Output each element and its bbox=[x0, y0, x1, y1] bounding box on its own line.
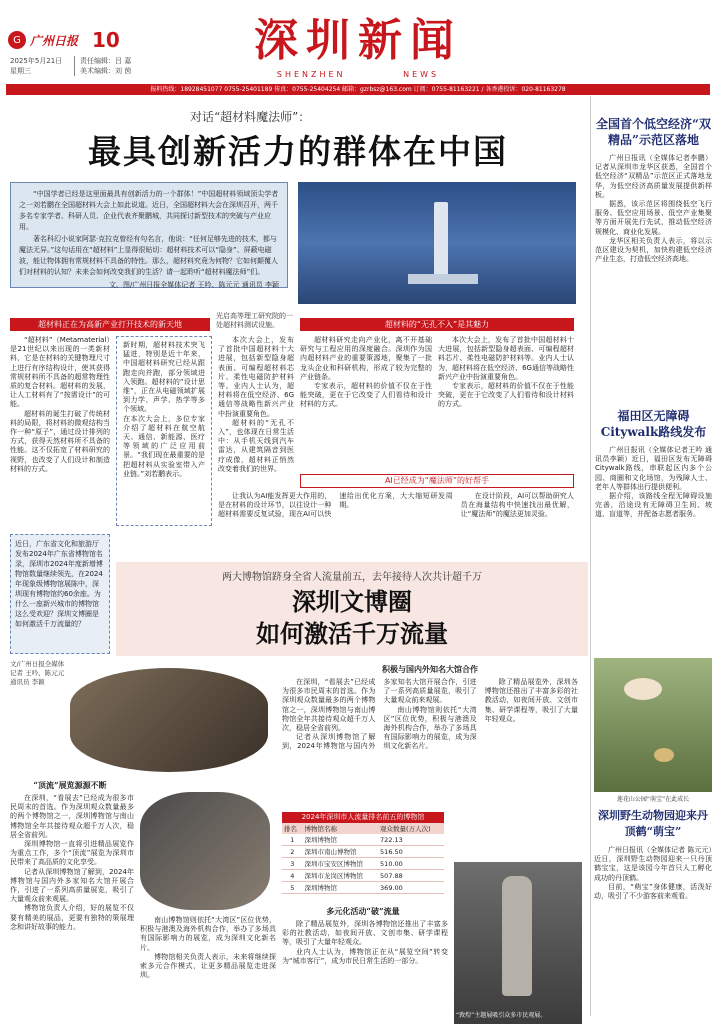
lab-photo bbox=[298, 182, 576, 304]
museum-b-para-1: 南山博物馆则依托“大湾区”区位优势，积极与港澳及海外机构合作，举办了多场具有国际影响力的展览，成为深圳文化新名片。 bbox=[140, 916, 276, 952]
table-row bbox=[282, 870, 444, 882]
designer-name: 美术编辑：刘 茵 bbox=[80, 67, 132, 75]
table-row bbox=[282, 858, 444, 870]
museum-subhead-2: “顶流”展览源源不断 bbox=[33, 780, 107, 790]
visitors-cell: 507.88 bbox=[378, 870, 444, 882]
section-bar-mid: 超材料的“无孔不入”是其魅力 bbox=[300, 318, 574, 331]
article-col-1 bbox=[10, 336, 110, 472]
lead-source: 文、图/广州日报全媒体记者 王吟、陈元元 通讯员 李颖 bbox=[108, 281, 279, 289]
story2-body bbox=[595, 446, 712, 646]
table-row bbox=[282, 846, 444, 858]
col2-para-2: 在本次大会上，多位专家介绍了超材料在航空航天、通信、新能源、医疗等领域的广泛应用前景。“我们现在最重要的是把超材料从实验室带入产业链。”刘若鹏表示。 bbox=[123, 414, 205, 478]
museum-kicker: 两大博物馆跻身全省人流量前五，去年接待人次共计超千万 bbox=[222, 572, 482, 583]
col4-para-2: 专家表示，超材料的价值不仅在于性能突破，更在于它改变了人们看待和设计材料的方式。 bbox=[300, 382, 432, 409]
ai-article bbox=[218, 492, 574, 554]
crane-photo-caption: 莲花山公园“萌宝”在此成长 bbox=[616, 796, 690, 803]
date-text: 2025年5月21日 bbox=[10, 57, 63, 65]
rank-cell: 4 bbox=[282, 870, 303, 882]
museum-d-para-2: 业内人士认为，博物馆正在从“展览空间”转变为“城市客厅”，成为市民日常生活的一部分。 bbox=[282, 947, 448, 965]
museum-c-para-4: 除了精品展览外，深圳各博物馆还推出了丰富多彩的社教活动，如夜间开放、文创市集、研学课程等，吸引了大量年轻观众。 bbox=[484, 678, 578, 723]
article-col-4 bbox=[300, 336, 432, 470]
lead-intro-para-1: “中国学者已经是这里面最具有创新活力的一个群体！”中国超材料领域顶尖学者之一刘若鹏在全国超材料大会上如此说道。近日，全国超材料大会在深圳召开，两千多名专家学者、科研人员、企业代表齐聚鹏城，共同探讨新型技术的突破与产业应用。 bbox=[19, 190, 279, 231]
museum-visitors-photo bbox=[70, 668, 268, 772]
rank-cell: 3 bbox=[282, 858, 303, 870]
table-header-visitors: 观众数量(万人次) bbox=[378, 823, 444, 834]
museum-d-para-1: 除了精品展览外，深圳各博物馆还推出了丰富多彩的社教活动，如夜间开放、文创市集、研学课程等，吸引了大量年轻观众。 bbox=[282, 920, 448, 947]
museum-col-d bbox=[282, 920, 448, 1020]
rank-cell: 1 bbox=[282, 834, 303, 846]
crane-body bbox=[624, 678, 662, 700]
name-cell: 深圳博物馆 bbox=[303, 882, 379, 894]
museum-banner bbox=[116, 562, 588, 656]
museum-b-para-2: 博物馆相关负责人表示，未来将继续探索多元合作模式，让更多精品展览走进深圳。 bbox=[140, 952, 276, 980]
section-bar-left: 超材料正在为高新产业打开技术的新天地 bbox=[10, 318, 210, 331]
rank-cell: 5 bbox=[282, 882, 303, 894]
crane-photo bbox=[594, 658, 712, 792]
article-col-2 bbox=[116, 336, 212, 526]
armor-exhibit-photo bbox=[454, 862, 582, 1024]
museum-c-para-2: 记者从深圳博物馆了解到，2024年博物馆与国内外多家知名大馆开展合作，引进了一系列高质量展览，吸引了大量观众前来观展。 bbox=[282, 678, 477, 751]
museum-a-para-2: 深圳博物馆一直将引进精品展览作为重点工作，多个“顶流”展览为深圳市民带来了高品质的文化享受。 bbox=[10, 840, 134, 867]
col5-para-1: 本次大会上，发布了首批中国超材料十大进展，包括新型隐身超表面、可编程超材料芯片、柔性电磁防护材料等。业内人士认为，超材料将在低空经济、6G通信等战略性新兴产业中扮演重要角色。 bbox=[438, 336, 574, 381]
visitors-cell: 510.00 bbox=[378, 858, 444, 870]
museum-subhead-3: 多元化活动“破”流量 bbox=[326, 906, 400, 916]
story3-para-2: 目前，“萌宝”身体健康，活泼好动，吸引了不少游客前来观看。 bbox=[594, 882, 712, 901]
editor-name: 责任编辑：吕 嘉 bbox=[80, 57, 132, 65]
chick-body bbox=[654, 748, 674, 762]
museum-a-para-1: 在深圳，“看展去”已经成为很多市民周末的首选。作为深圳观众数量最多的两个博物馆之一，深圳博物馆与南山博物馆全年共接待观众超千万人次，稳居全省前列。 bbox=[10, 794, 134, 839]
col1-para-2: 超材料的诞生打破了传统材料的局限，将材料的微观结构当作一种“原子”，通过设计排列的方式，获得天然材料所不具备的性能。这不仅拓宽了材料研究的视野，也改变了人们设计和制造材料的方式。 bbox=[10, 409, 110, 472]
museum-ranking-table bbox=[282, 812, 444, 894]
museum-credit: 文/广州日报全媒体记者 王吟、陈元元 通讯员 李颖 bbox=[10, 660, 65, 686]
page-number: 10 bbox=[92, 28, 120, 52]
ai-para-2: 在设计阶段，AI可以帮助研究人员在海量结构中快速找出最优解，让“魔法师”的魔法更加灵验。 bbox=[460, 492, 574, 519]
name-cell: 深圳博物馆 bbox=[303, 834, 379, 846]
story3-headline: 深圳野生动物园迎来丹顶鹤“萌宝” bbox=[598, 809, 708, 838]
col2-para-1: 新时期，超材料技术突飞猛进，特别是近十年来，中国超材料研究已经从跟跑走向并跑，部分领域进入领跑。超材料的“设计思维”，正在从电磁领域扩展到力学、声学、热学等多个领域。 bbox=[123, 341, 205, 414]
article-col-5 bbox=[438, 336, 574, 470]
col3-para-2: 超材料的“无孔不入”，也体现在日常生活中：从手机天线到汽车雷达，从建筑隔音到医疗成像，超材料正悄然改变着我们的世界。 bbox=[218, 418, 294, 473]
hotline-bar: 报料热线：18928451077 0755-25401189 传真：0755-25404254 邮箱：gzrbsz@163.com 订阅：0755-81163221 / 各香港投诉：020-81163278 bbox=[6, 84, 710, 95]
story1-para-1: 广州日报讯（全媒体记者李鹏）记者从深圳市龙华区获悉，全国首个低空经济“双精品”示范区正式落地龙华，为低空经济高质量发展提供新样板。 bbox=[595, 154, 712, 199]
visitors-cell: 516.50 bbox=[378, 846, 444, 858]
story2-para-2: 据介绍，该路线全程无障碍设施完善，沿途设有无障碍卫生间、坡道、盲道等，并配备志愿者服务。 bbox=[595, 492, 712, 519]
name-cell: 深圳市南山博物馆 bbox=[303, 846, 379, 858]
col5-para-2: 专家表示，超材料的价值不仅在于性能突破，更在于它改变了人们看待和设计材料的方式。 bbox=[438, 382, 574, 409]
col3-para-1: 本次大会上，发布了首批中国超材料十大进展，包括新型隐身超表面、可编程超材料芯片、柔性电磁防护材料等。业内人士认为，超材料将在低空经济、6G通信等战略性新兴产业中扮演重要角色。 bbox=[218, 336, 294, 418]
table-row bbox=[282, 882, 444, 894]
visitors-cell: 722.13 bbox=[378, 834, 444, 846]
masthead-english bbox=[0, 70, 716, 79]
museum-a-para-4: 博物馆负责人介绍，好的展览不仅要有精美的展品，更要有独特的策展理念和讲好故事的能力。 bbox=[10, 904, 134, 931]
lead-intro-box bbox=[10, 182, 288, 288]
museum-headline-2: 如何激活千万流量 bbox=[256, 619, 448, 648]
logo-mark: G bbox=[8, 31, 26, 49]
section-masthead: 深圳新闻 bbox=[254, 15, 462, 66]
armor-figure bbox=[502, 876, 532, 996]
name-cell: 深圳市龙岗区博物馆 bbox=[303, 870, 379, 882]
story1-body bbox=[595, 154, 712, 368]
story3-body bbox=[594, 846, 712, 1020]
museum-col-a bbox=[10, 794, 134, 1020]
visitors-cell: 369.00 bbox=[378, 882, 444, 894]
museum-teaser-box: 近日，广东省文化和旅游厅发布2024年广东省博物馆名录，深圳市2024年度新增博物馆数量继续领先，在2024年现象级博物馆展陈中，深圳现有博物馆约60余座。为什么一座新兴城市的博物馆这么受欢迎？深圳文博圈是如何激活千万流量的？ bbox=[10, 534, 110, 654]
masthead-en-1: SHENZHEN bbox=[276, 70, 346, 79]
story3-para-1: 广州日报讯（全媒体记者 陈元元）近日，深圳野生动物园迎来一只丹顶鹤宝宝，这是该园今年首只人工孵化成功的丹顶鹤。 bbox=[594, 846, 712, 882]
weekday-text: 星期三 bbox=[10, 67, 31, 75]
museum-c-para-3: 南山博物馆则依托“大湾区”区位优势，积极与港澳及海外机构合作，举办了多场具有国际影响力的展览，成为深圳文化新名片。 bbox=[383, 705, 477, 751]
col1-para-1: “超材料”（Metamaterial）是21世纪以来出现的一类新材料，它是在材料的关键物理尺寸上进行有序结构设计，使其获得常规材料所不具备的超常物理性质的复合材料。超材料的发展，让人工材料有了“按需设计”的可能。 bbox=[10, 336, 110, 409]
museum-a-para-3: 记者从深圳博物馆了解到，2024年博物馆与国内外多家知名大馆开展合作，引进了一系列高质量展览，吸引了大量观众前来观展。 bbox=[10, 867, 134, 904]
story2-para-1: 广州日报讯（全媒体记者王吟 通讯员李颖）近日，福田区发布无障碍Citywalk路线，串联起区内多个公园、商圈和文化场馆，为残障人士、老年人等群体出行提供便利。 bbox=[595, 446, 712, 491]
story1-para-2: 据悉，该示范区将围绕低空飞行服务、低空应用场景、低空产业集聚等方面开展先行先试，推动低空经济规模化、商业化发展。 bbox=[595, 200, 712, 236]
ai-para-1: 让我认为AI能发挥更大作用的，是在材料的设计环节，以往设计一种超材料需要反复试验，现在AI可以快速给出优化方案，大大缩短研发周期。 bbox=[218, 492, 453, 519]
masthead-en-2: NEWS bbox=[403, 70, 440, 79]
museum-c-para-1: 在深圳，“看展去”已经成为很多市民周末的首选。作为深圳观众数量最多的两个博物馆之一，深圳博物馆与南山博物馆全年共接待观众超千万人次，稳居全省前列。 bbox=[282, 678, 376, 733]
name-cell: 深圳市宝安区博物馆 bbox=[303, 858, 379, 870]
lead-headline: 最具创新活力的群体在中国 bbox=[88, 132, 508, 171]
ranking-table bbox=[282, 823, 444, 894]
antenna-base bbox=[408, 274, 478, 284]
story1-para-3: 龙华区相关负责人表示，将以示范区建设为契机，加快构建低空经济产业生态，打造低空经济高地。 bbox=[595, 236, 712, 264]
museum-subhead-1: 积极与国内外知名大馆合作 bbox=[382, 664, 478, 674]
table-row bbox=[282, 834, 444, 846]
antenna-shape bbox=[434, 202, 448, 282]
table-title: 2024年深圳市人流量排名前五的博物馆 bbox=[282, 812, 444, 823]
exhibition-photo bbox=[140, 792, 270, 910]
lead-kicker: 对话“超材料魔法师”： bbox=[190, 110, 311, 124]
armor-photo-caption: “敦煌”主题展吸引众多市民观展。 bbox=[456, 1012, 547, 1019]
museum-headline-1: 深圳文博圈 bbox=[292, 587, 412, 616]
col4-para-1: 超材料研究走向产业化，离不开基础研究与工程应用的深度融合。深圳作为国内超材料产业的重要策源地，聚集了一批龙头企业和科研机构，形成了较为完整的产业链条。 bbox=[300, 336, 432, 381]
table-header-row bbox=[282, 823, 444, 834]
logo-text: 广州日报 bbox=[30, 33, 79, 48]
table-header-name: 博物馆名称 bbox=[303, 823, 379, 834]
lead-intro-para-2: 著名科幻小说家阿瑟·克拉克曾经有句名言，他说：“任何足够先进的技术，都与魔法无异。”这句话用在“超材料”上显得很贴切：超材料技术可以“隐身”、屏蔽电磁波，能让物体拥有常规材料不具备的特性。那么，超材料究竟为何物？它如何颠覆人们对材料的认知？未来会如何改变我们的生活？请一起聆听“超材料魔法师”们。 bbox=[19, 235, 278, 276]
rank-cell: 2 bbox=[282, 846, 303, 858]
museum-headline bbox=[116, 586, 588, 650]
museum-col-b bbox=[140, 916, 276, 1020]
story2-headline: 福田区无障碍Citywalk路线发布 bbox=[600, 409, 707, 439]
section-bar-ai: AI已经成为“魔法师”的好帮手 bbox=[300, 474, 574, 488]
lab-photo-caption: 光启高等理工研究院的一处超材料测试设施。 bbox=[216, 312, 293, 329]
museum-col-c bbox=[282, 678, 578, 806]
table-header-rank: 排名 bbox=[282, 823, 303, 834]
story1-headline: 全国首个低空经济“双精品”示范区落地 bbox=[596, 117, 711, 147]
